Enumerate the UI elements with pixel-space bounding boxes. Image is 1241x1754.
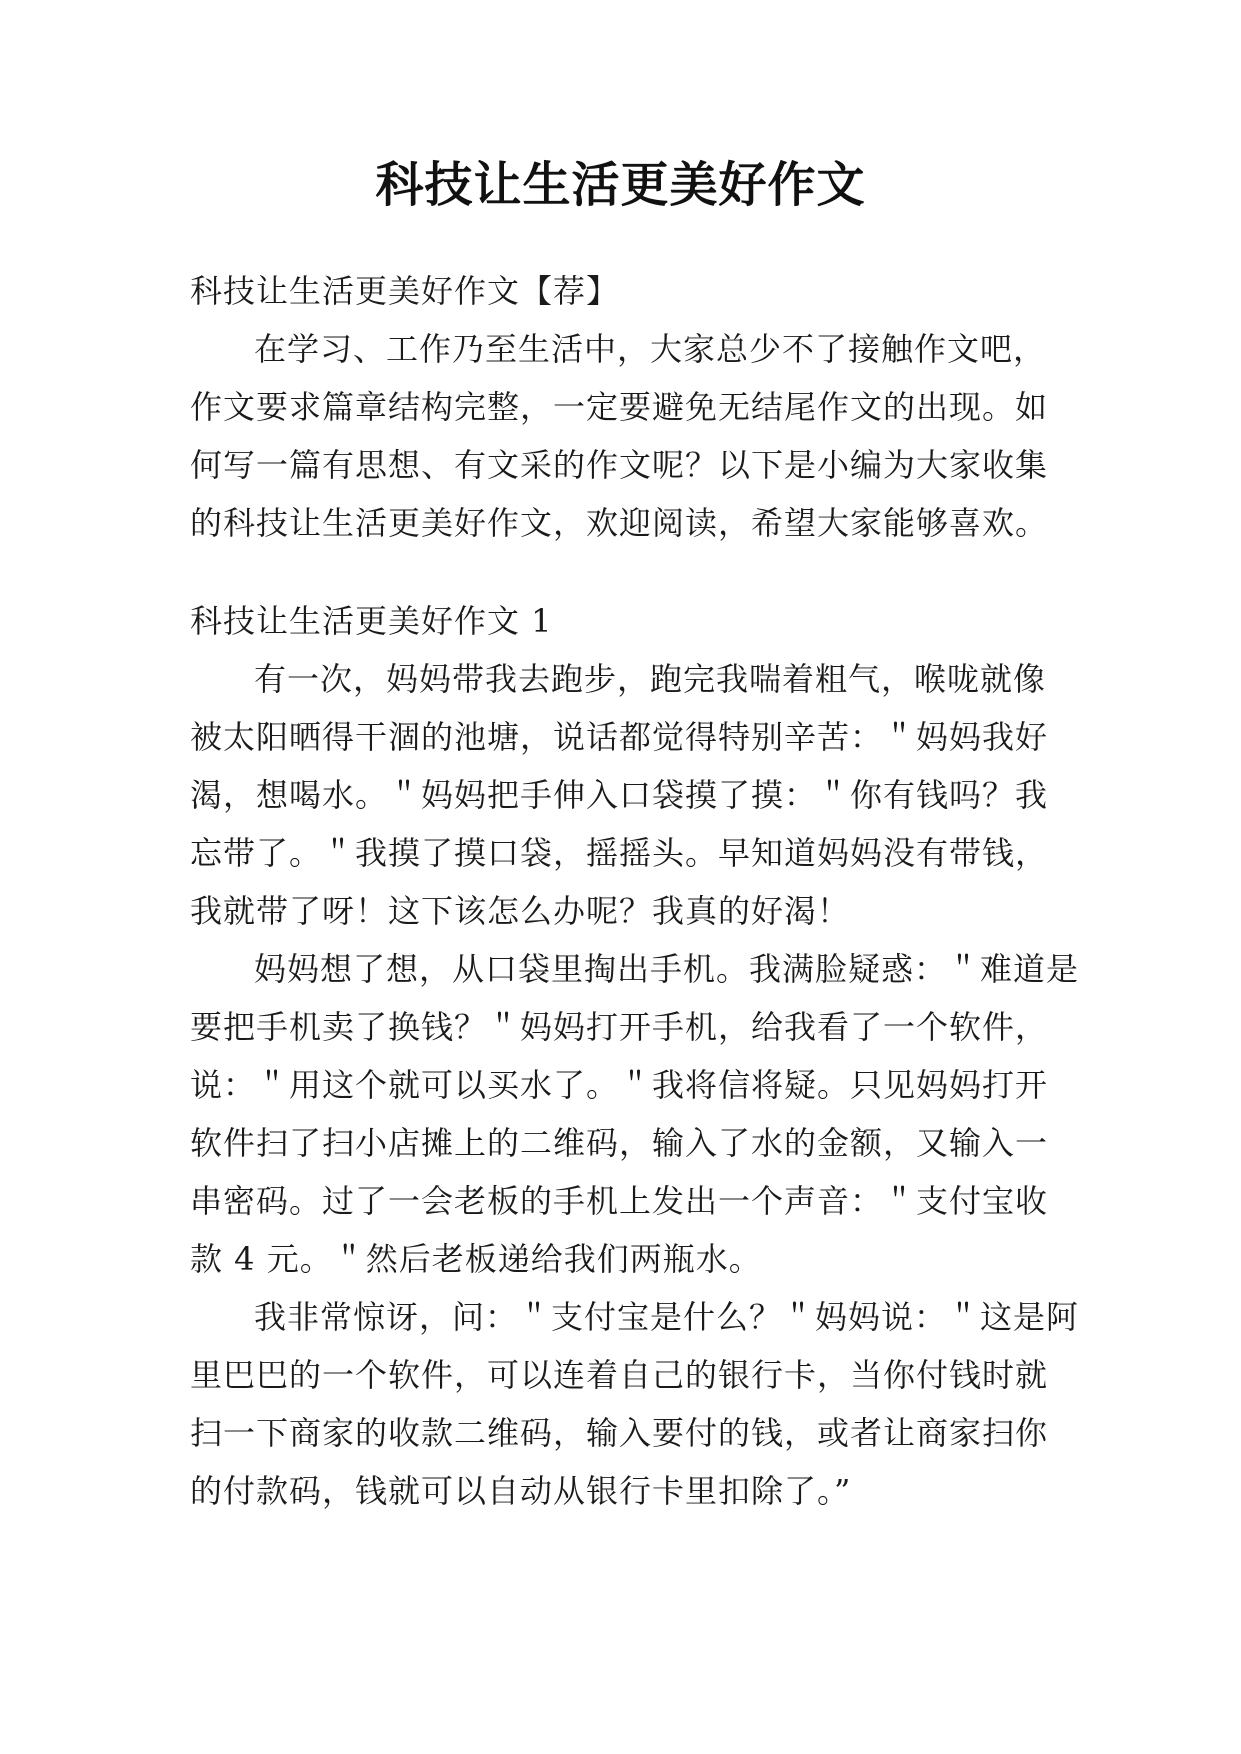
paragraph-line: 有一次，妈妈带我去跑步，跑完我喘着粗气，喉咙就像 <box>254 660 1047 698</box>
body-paragraph-1 <box>190 650 1062 940</box>
paragraph-line: 扫一下商家的收款二维码，输入要付的钱，或者让商家扫你 <box>190 1414 1049 1452</box>
intro-line: 何写一篇有思想、有文采的作文呢？以下是小编为大家收集 <box>190 446 1049 484</box>
paragraph-line: 的付款码，钱就可以自动从银行卡里扣除了。” <box>190 1472 852 1510</box>
body-paragraph-3 <box>190 1288 1080 1520</box>
document-title: 科技让生活更美好作文 <box>375 157 866 213</box>
paragraph-line: 说：＂用这个就可以买水了。＂我将信将疑。只见妈妈打开 <box>190 1066 1049 1104</box>
document-body <box>190 262 1080 1520</box>
intro-line: 在学习、工作乃至生活中，大家总少不了接触作文吧， <box>254 330 1047 368</box>
paragraph-line: 我非常惊讶，问：＂支付宝是什么？＂妈妈说：＂这是阿 <box>254 1298 1080 1336</box>
paragraph-line: 里巴巴的一个软件，可以连着自己的银行卡，当你付钱时就 <box>190 1356 1049 1394</box>
section-heading: 科技让生活更美好作文 1 <box>190 602 553 640</box>
body-paragraph-2 <box>190 940 1080 1288</box>
intro-line: 作文要求篇章结构完整，一定要避免无结尾作文的出现。如 <box>190 388 1049 426</box>
paragraph-line: 串密码。过了一会老板的手机上发出一个声音：＂支付宝收 <box>190 1182 1049 1220</box>
paragraph-line: 我就带了呀！这下该怎么办呢？我真的好渴！ <box>190 892 851 930</box>
paragraph-line: 软件扫了扫小店摊上的二维码，输入了水的金额，又输入一 <box>190 1124 1049 1162</box>
paragraph-line: 渴，想喝水。＂妈妈把手伸入口袋摸了摸：＂你有钱吗？我 <box>190 776 1049 814</box>
intro-paragraph <box>190 320 1062 552</box>
paragraph-line: 被太阳晒得干涸的池塘，说话都觉得特别辛苦：＂妈妈我好 <box>190 718 1049 756</box>
paragraph-line: 妈妈想了想，从口袋里掏出手机。我满脸疑惑：＂难道是 <box>254 950 1080 988</box>
paragraph-line: 要把手机卖了换钱？＂妈妈打开手机，给我看了一个软件， <box>190 1008 1049 1046</box>
paragraph-line: 忘带了。＂我摸了摸口袋，摇摇头。早知道妈妈没有带钱， <box>190 834 1049 872</box>
paragraph-line: 款 4 元。＂然后老板递给我们两瓶水。 <box>190 1240 762 1278</box>
section-gap <box>190 552 1062 592</box>
document-subtitle: 科技让生活更美好作文【荐】 <box>190 272 620 310</box>
intro-line: 的科技让生活更美好作文，欢迎阅读，希望大家能够喜欢。 <box>190 504 1049 542</box>
